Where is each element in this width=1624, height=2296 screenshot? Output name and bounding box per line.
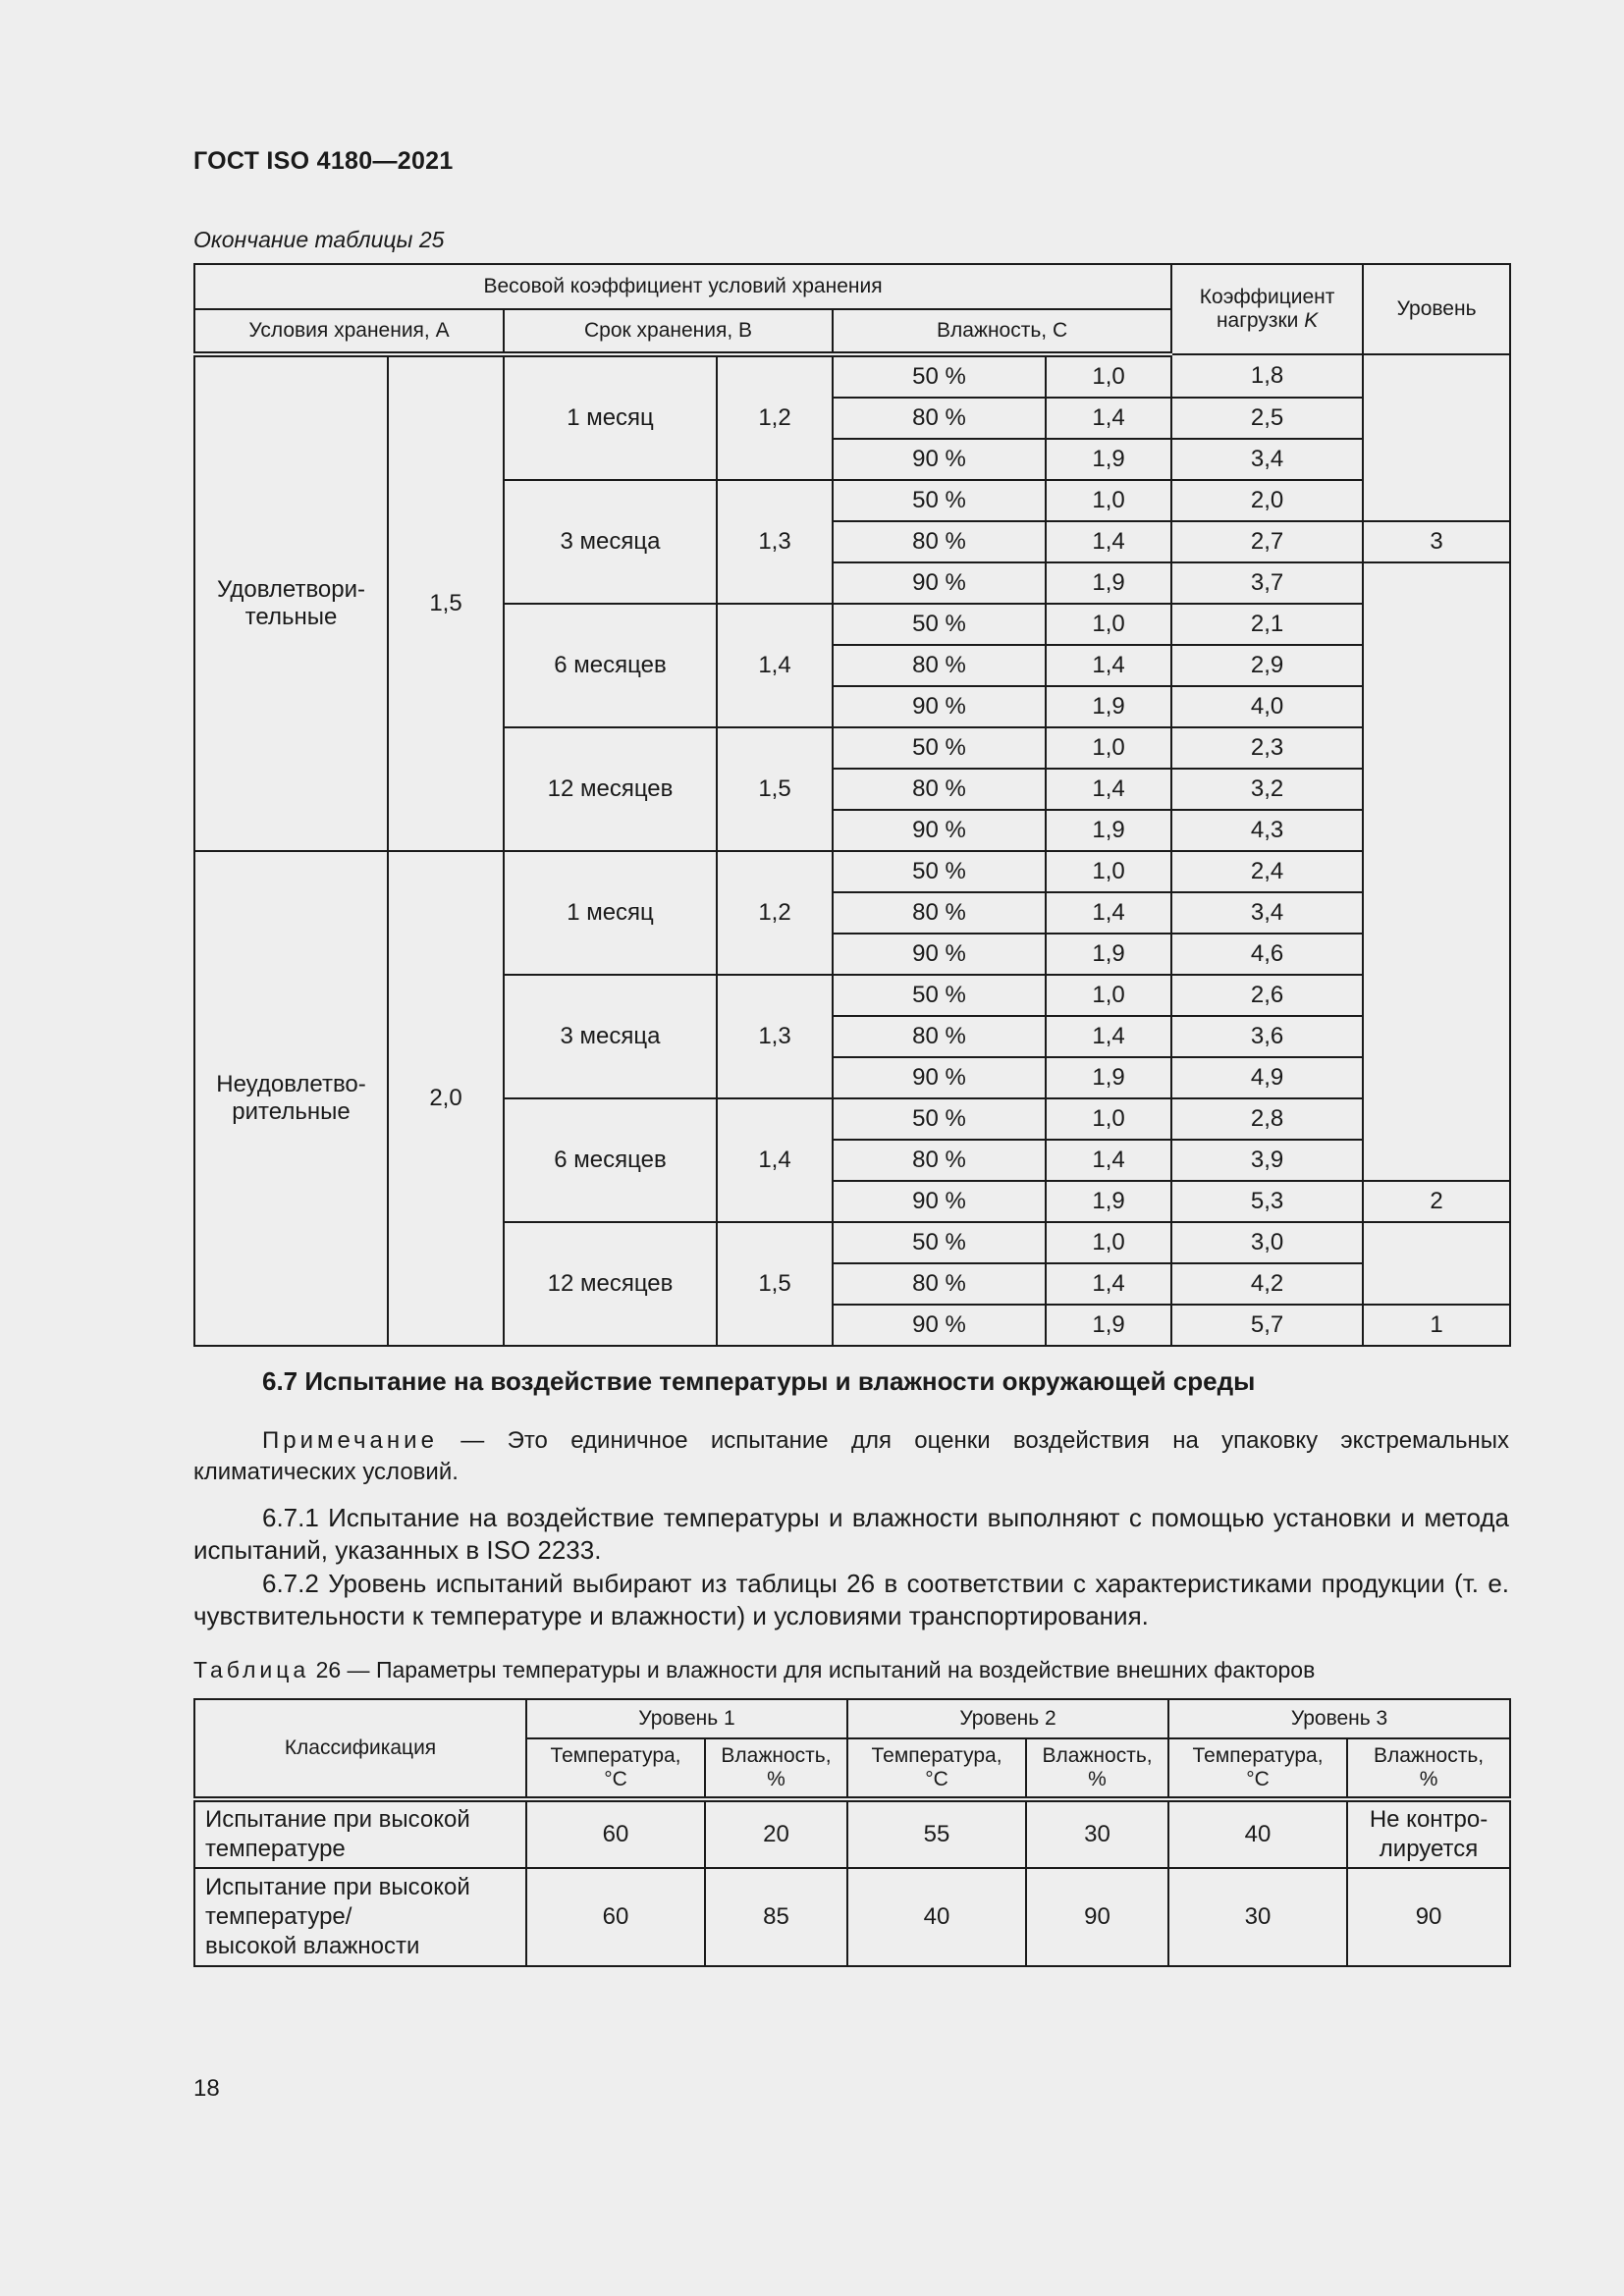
humidity-cell: 80 % (833, 1016, 1046, 1057)
parameter-value-cell: 85 (705, 1868, 847, 1966)
table26-caption-text: 26 — Параметры температуры и влажности для испытаний на воздействие внешних факторов (309, 1657, 1316, 1682)
header-temperature-line1: Температура, (871, 1744, 1002, 1767)
humidity-cell: 50 % (833, 354, 1046, 398)
humidity-cell: 50 % (833, 1098, 1046, 1140)
header-level: Уровень (1363, 264, 1510, 354)
weight-c-cell: 1,4 (1046, 1263, 1171, 1305)
parameter-value-cell: 55 (847, 1799, 1026, 1868)
header-humidity-line1: Влажность, (1373, 1744, 1485, 1767)
header-humidity-unit: % (1088, 1768, 1107, 1790)
header-humidity-line1: Влажность, (1042, 1744, 1153, 1767)
humidity-cell: 80 % (833, 521, 1046, 562)
level-cell (1363, 562, 1510, 1181)
weight-b-cell: 1,4 (717, 1098, 833, 1222)
parameter-value-cell: 40 (847, 1868, 1026, 1966)
level3-humidity-line: лируется (1379, 1836, 1479, 1862)
load-coefficient-cell: 4,0 (1171, 686, 1363, 727)
load-coefficient-cell: 5,3 (1171, 1181, 1363, 1222)
humidity-cell: 90 % (833, 686, 1046, 727)
weight-c-cell: 1,4 (1046, 521, 1171, 562)
level3-humidity-cell (1347, 1868, 1510, 1966)
storage-term-cell: 6 месяцев (504, 1098, 717, 1222)
header-level-1: Уровень 1 (526, 1699, 847, 1738)
storage-condition-line1: Неудовлетво- (216, 1071, 366, 1097)
parameter-value-cell: 30 (1026, 1799, 1168, 1868)
load-coefficient-cell: 2,0 (1171, 480, 1363, 521)
weight-c-cell: 1,0 (1046, 1098, 1171, 1140)
weight-c-cell: 1,4 (1046, 398, 1171, 439)
load-coefficient-cell: 4,6 (1171, 934, 1363, 975)
weight-c-cell: 1,0 (1046, 727, 1171, 769)
level3-humidity-line: Не контро- (1369, 1806, 1489, 1833)
header-humidity: Влажность, C (833, 309, 1171, 354)
test-classification-line: высокой влажности (205, 1933, 420, 1959)
weight-c-cell: 1,9 (1046, 1057, 1171, 1098)
load-coefficient-cell: 2,1 (1171, 604, 1363, 645)
header-load-coefficient (1171, 264, 1363, 354)
header-temperature-unit: °С (1246, 1768, 1270, 1790)
weight-c-cell: 1,9 (1046, 562, 1171, 604)
header-temperature (847, 1738, 1026, 1799)
humidity-cell: 50 % (833, 851, 1046, 892)
weight-c-cell: 1,9 (1046, 686, 1171, 727)
weight-c-cell: 1,0 (1046, 480, 1171, 521)
storage-term-cell: 1 месяц (504, 354, 717, 480)
note-label: Примечание (262, 1427, 438, 1454)
table-25-body (194, 354, 1510, 1346)
storage-term-cell: 6 месяцев (504, 604, 717, 727)
parameter-value-cell: 60 (526, 1868, 705, 1966)
header-humidity-unit: % (1419, 1768, 1438, 1790)
humidity-cell: 80 % (833, 1140, 1046, 1181)
header-load-line2: нагрузки (1216, 309, 1305, 332)
humidity-cell: 50 % (833, 480, 1046, 521)
header-level-3: Уровень 3 (1168, 1699, 1510, 1738)
load-coefficient-cell: 2,3 (1171, 727, 1363, 769)
level3-humidity-line: 90 (1415, 1903, 1442, 1930)
level-cell: 3 (1363, 521, 1510, 562)
header-humidity-unit: % (767, 1768, 785, 1790)
header-storage-conditions: Условия хранения, A (194, 309, 504, 354)
load-coefficient-cell: 2,6 (1171, 975, 1363, 1016)
storage-condition-line1: Удовлетвори- (216, 576, 366, 603)
test-classification-line: Испытание при высокой (205, 1874, 470, 1900)
parameter-value-cell: 30 (1168, 1868, 1347, 1966)
level-cell: 1 (1363, 1305, 1510, 1346)
load-coefficient-cell: 3,0 (1171, 1222, 1363, 1263)
storage-condition-cell (194, 354, 388, 851)
table25-caption: Окончание таблицы 25 (193, 227, 445, 252)
humidity-cell: 50 % (833, 727, 1046, 769)
load-coefficient-cell: 5,7 (1171, 1305, 1363, 1346)
load-coefficient-cell: 3,4 (1171, 892, 1363, 934)
weight-b-cell: 1,3 (717, 480, 833, 604)
level-cell (1363, 354, 1510, 521)
weight-b-cell: 1,3 (717, 975, 833, 1098)
load-coefficient-cell: 4,9 (1171, 1057, 1363, 1098)
table-row (194, 1799, 1510, 1868)
load-coefficient-cell: 3,7 (1171, 562, 1363, 604)
header-temperature-line1: Температура, (1192, 1744, 1324, 1767)
load-coefficient-cell: 3,9 (1171, 1140, 1363, 1181)
humidity-cell: 50 % (833, 1222, 1046, 1263)
header-temperature (1168, 1738, 1347, 1799)
humidity-cell: 80 % (833, 769, 1046, 810)
weight-c-cell: 1,0 (1046, 975, 1171, 1016)
humidity-cell: 50 % (833, 604, 1046, 645)
weight-c-cell: 1,0 (1046, 1222, 1171, 1263)
weight-c-cell: 1,0 (1046, 604, 1171, 645)
storage-term-cell: 3 месяца (504, 480, 717, 604)
table26-caption-label: Таблица (193, 1657, 310, 1682)
header-humidity-pct (1347, 1738, 1510, 1799)
humidity-cell: 90 % (833, 1057, 1046, 1098)
parameter-value-cell: 20 (705, 1799, 847, 1868)
humidity-cell: 80 % (833, 892, 1046, 934)
humidity-cell: 90 % (833, 810, 1046, 851)
weight-c-cell: 1,9 (1046, 934, 1171, 975)
storage-term-cell: 12 месяцев (504, 1222, 717, 1346)
table-row (194, 354, 1510, 398)
header-temperature-line1: Температура, (550, 1744, 681, 1767)
humidity-cell: 90 % (833, 439, 1046, 480)
load-coefficient-cell: 4,2 (1171, 1263, 1363, 1305)
table-26 (193, 1698, 1511, 1967)
weight-b-cell: 1,2 (717, 354, 833, 480)
humidity-cell: 90 % (833, 562, 1046, 604)
parameter-value-cell: 90 (1026, 1868, 1168, 1966)
parameter-value-cell: 60 (526, 1799, 705, 1868)
weight-c-cell: 1,4 (1046, 645, 1171, 686)
weight-a-cell: 2,0 (388, 851, 504, 1346)
weight-c-cell: 1,9 (1046, 1181, 1171, 1222)
weight-c-cell: 1,4 (1046, 892, 1171, 934)
paragraph-6-7-1: 6.7.1 Испытание на воздействие температуры и влажности выполняют с помощью установки и метода испытаний, указанных в ISO 2233. (193, 1503, 1509, 1565)
load-coefficient-cell: 3,6 (1171, 1016, 1363, 1057)
header-storage-term: Срок хранения, B (504, 309, 833, 354)
weight-b-cell: 1,4 (717, 604, 833, 727)
weight-c-cell: 1,4 (1046, 1016, 1171, 1057)
parameter-value-cell: 40 (1168, 1799, 1347, 1868)
storage-term-cell: 1 месяц (504, 851, 717, 975)
storage-term-cell: 3 месяца (504, 975, 717, 1098)
weight-b-cell: 1,5 (717, 1222, 833, 1346)
header-classification: Классификация (194, 1699, 526, 1799)
weight-a-cell: 1,5 (388, 354, 504, 851)
test-classification-line: Испытание при высокой (205, 1806, 470, 1833)
level3-humidity-cell (1347, 1799, 1510, 1868)
load-coefficient-cell: 3,4 (1171, 439, 1363, 480)
load-coefficient-cell: 3,2 (1171, 769, 1363, 810)
weight-c-cell: 1,4 (1046, 1140, 1171, 1181)
section-title: 6.7 Испытание на воздействие температуры и влажности окружающей среды (262, 1366, 1256, 1396)
storage-condition-line2: тельные (244, 604, 338, 630)
weight-b-cell: 1,2 (717, 851, 833, 975)
weight-c-cell: 1,0 (1046, 851, 1171, 892)
header-humidity-pct (705, 1738, 847, 1799)
header-load-line1: Коэффициент (1199, 286, 1335, 308)
table-row (194, 1868, 1510, 1966)
table26-caption (193, 1657, 1315, 1683)
test-classification-line: температуре (205, 1836, 346, 1862)
header-temperature-unit: °С (925, 1768, 948, 1790)
header-temperature (526, 1738, 705, 1799)
document-code: ГОСТ ISO 4180—2021 (193, 147, 454, 175)
page-number: 18 (193, 2075, 220, 2102)
load-coefficient-cell: 4,3 (1171, 810, 1363, 851)
weight-c-cell: 1,9 (1046, 439, 1171, 480)
test-classification-cell (194, 1799, 526, 1868)
test-classification-cell (194, 1868, 526, 1966)
load-coefficient-cell: 2,8 (1171, 1098, 1363, 1140)
weight-b-cell: 1,5 (717, 727, 833, 851)
level-cell (1363, 1222, 1510, 1305)
paragraph-6-7-2: 6.7.2 Уровень испытаний выбирают из таблицы 26 в соответствии с характеристиками продукции (т. е. чувствительности к температуре и влажности) и условиями транспортирования. (193, 1569, 1509, 1630)
humidity-cell: 90 % (833, 934, 1046, 975)
humidity-cell: 80 % (833, 398, 1046, 439)
table-25 (193, 263, 1511, 1347)
load-coefficient-cell: 2,9 (1171, 645, 1363, 686)
storage-condition-line2: рительные (232, 1098, 351, 1125)
table-26-body (194, 1799, 1510, 1966)
header-humidity-line1: Влажность, (721, 1744, 832, 1767)
humidity-cell: 80 % (833, 645, 1046, 686)
header-weight-coefficient: Весовой коэффициент условий хранения (194, 264, 1171, 309)
weight-c-cell: 1,9 (1046, 810, 1171, 851)
load-coefficient-cell: 2,7 (1171, 521, 1363, 562)
test-classification-line: температуре/ (205, 1903, 352, 1930)
storage-condition-cell (194, 851, 388, 1346)
header-load-k: K (1304, 309, 1319, 332)
level-cell: 2 (1363, 1181, 1510, 1222)
weight-c-cell: 1,9 (1046, 1305, 1171, 1346)
load-coefficient-cell: 2,4 (1171, 851, 1363, 892)
weight-c-cell: 1,0 (1046, 354, 1171, 398)
humidity-cell: 90 % (833, 1305, 1046, 1346)
load-coefficient-cell: 2,5 (1171, 398, 1363, 439)
note-text: — Это единичное испытание для оценки воздействия на упаковку экстремальных климатических условий. (193, 1427, 1509, 1485)
humidity-cell: 90 % (833, 1181, 1046, 1222)
header-temperature-unit: °С (604, 1768, 627, 1790)
header-level-2: Уровень 2 (847, 1699, 1168, 1738)
weight-c-cell: 1,4 (1046, 769, 1171, 810)
table-row (194, 851, 1510, 892)
storage-term-cell: 12 месяцев (504, 727, 717, 851)
humidity-cell: 80 % (833, 1263, 1046, 1305)
load-coefficient-cell: 1,8 (1171, 354, 1363, 398)
humidity-cell: 50 % (833, 975, 1046, 1016)
header-humidity-pct (1026, 1738, 1168, 1799)
note-paragraph (193, 1425, 1509, 1488)
